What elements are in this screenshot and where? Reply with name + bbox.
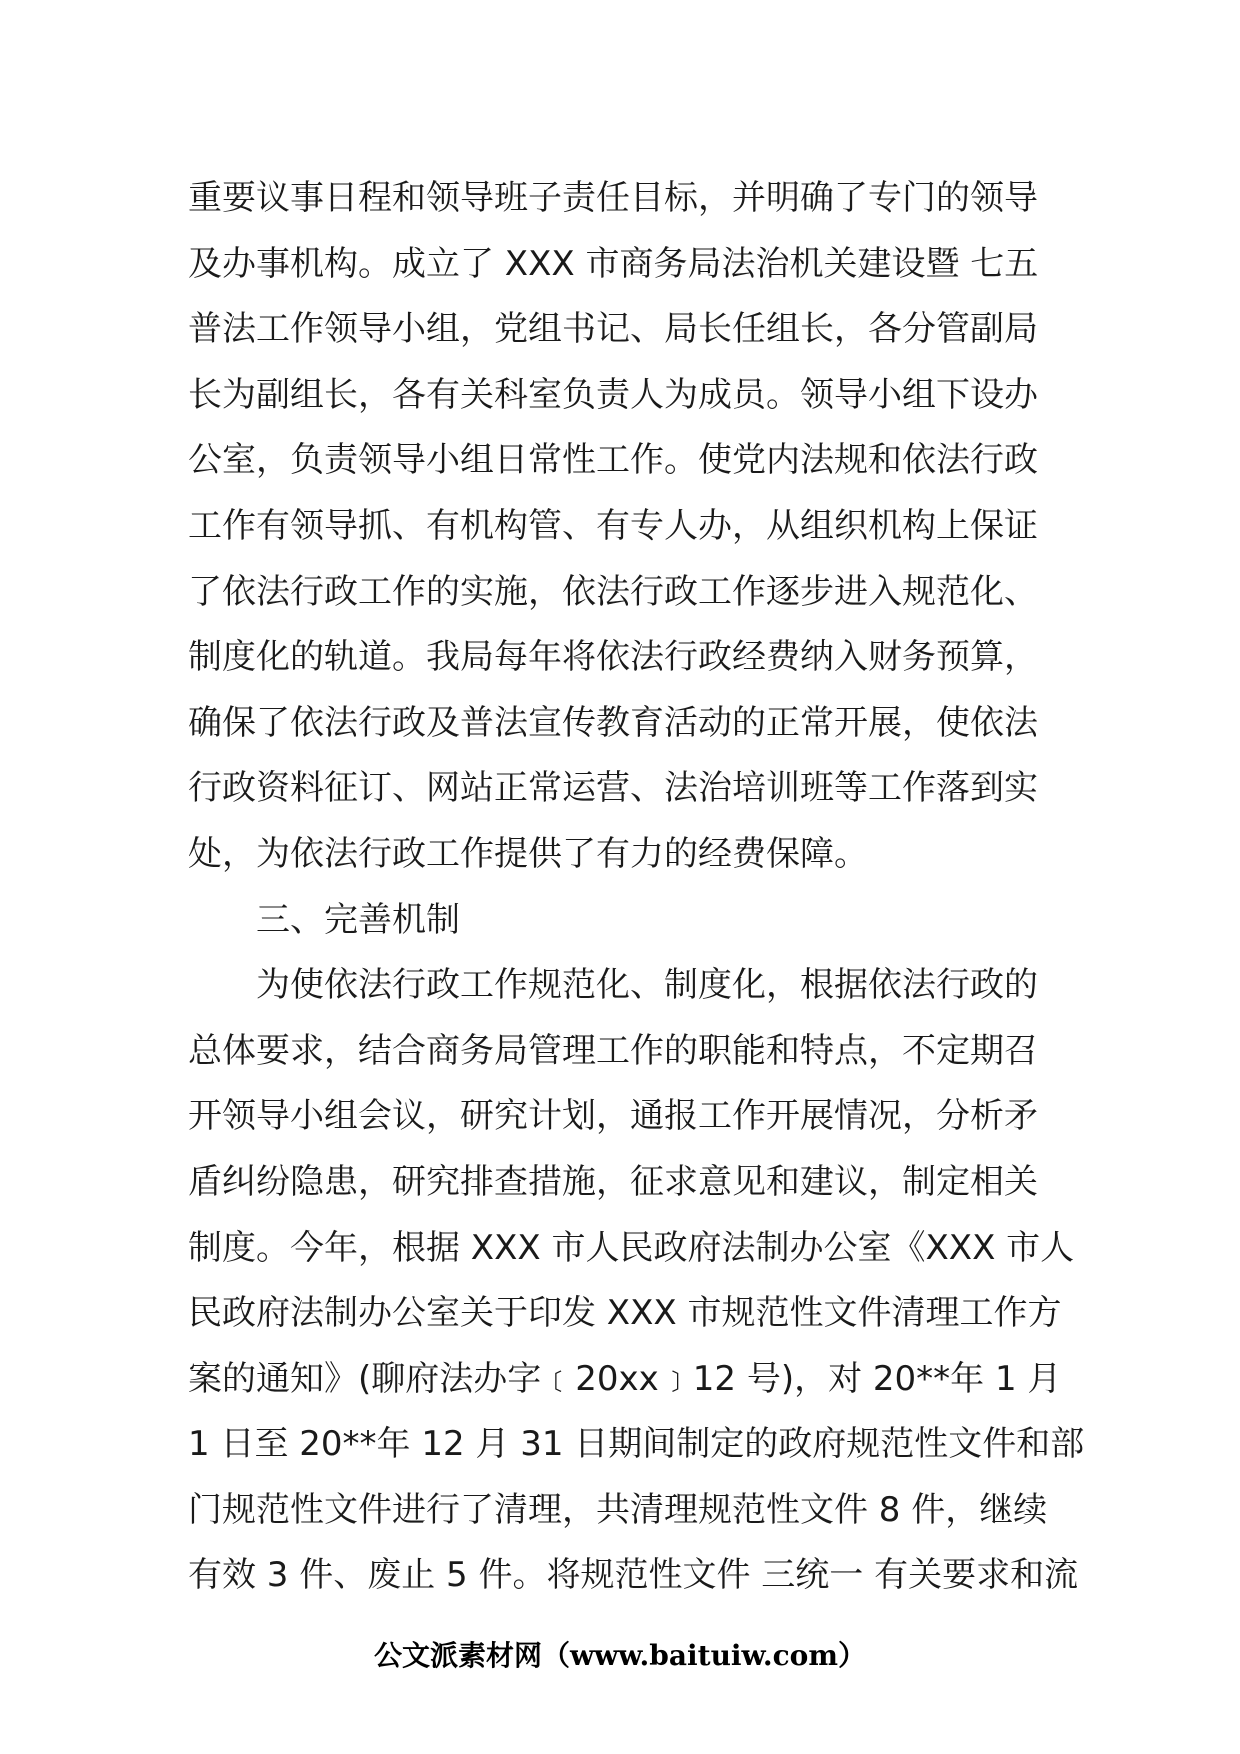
text-line: 有效 3 件、废止 5 件。将规范性文件 三统一 有关要求和流: [188, 1555, 1079, 1596]
text-line: 盾纠纷隐患，研究排查措施，征求意见和建议，制定相关: [188, 1161, 1038, 1202]
section-heading: 三、完善机制: [256, 899, 460, 940]
text-line: 民政府法制办公室关于印发 XXX 市规范性文件清理工作方: [188, 1293, 1062, 1334]
text-line: 处，为依法行政工作提供了有力的经费保障。: [188, 833, 868, 874]
text-line: 开领导小组会议，研究计划，通报工作开展情况，分析矛: [188, 1096, 1038, 1137]
text-line: 重要议事日程和领导班子责任目标，并明确了专门的领导: [188, 178, 1038, 218]
page-footer: 公文派素材网（www.baituiw.com）: [374, 1639, 866, 1672]
text-line: 公室，负责领导小组日常性工作。使党内法规和依法行政: [188, 440, 1038, 481]
document-body: [188, 166, 1085, 1609]
text-line: 制度。今年，根据 XXX 市人民政府法制办公室《XXX 市人: [188, 1227, 1075, 1268]
text-line: 工作有领导抓、有机构管、有专人办，从组织机构上保证: [188, 505, 1038, 546]
text-line: 长为副组长，各有关科室负责人为成员。领导小组下设办: [188, 374, 1038, 415]
text-line: 行政资料征订、网站正常运营、法治培训班等工作落到实: [188, 768, 1038, 809]
text-line: 门规范性文件进行了清理，共清理规范性文件 8 件，继续: [188, 1489, 1048, 1530]
text-line: 了依法行政工作的实施，依法行政工作逐步进入规范化、: [188, 571, 1038, 612]
text-line: 为使依法行政工作规范化、制度化，根据依法行政的: [256, 965, 1038, 1006]
text-line: 1 日至 20**年 12 月 31 日期间制定的政府规范性文件和部: [188, 1424, 1085, 1465]
text-line: 确保了依法行政及普法宣传教育活动的正常开展，使依法: [188, 702, 1038, 743]
text-line: 总体要求，结合商务局管理工作的职能和特点，不定期召: [188, 1030, 1038, 1071]
text-line: 及办事机构。成立了 XXX 市商务局法治机关建设暨 七五: [188, 243, 1039, 284]
text-line: 制度化的轨道。我局每年将依法行政经费纳入财务预算，: [188, 637, 1038, 678]
text-line: 案的通知》(聊府法办字﹝20xx﹞12 号)，对 20**年 1 月: [188, 1358, 1062, 1399]
text-line: 普法工作领导小组，党组书记、局长任组长，各分管副局: [188, 309, 1038, 350]
